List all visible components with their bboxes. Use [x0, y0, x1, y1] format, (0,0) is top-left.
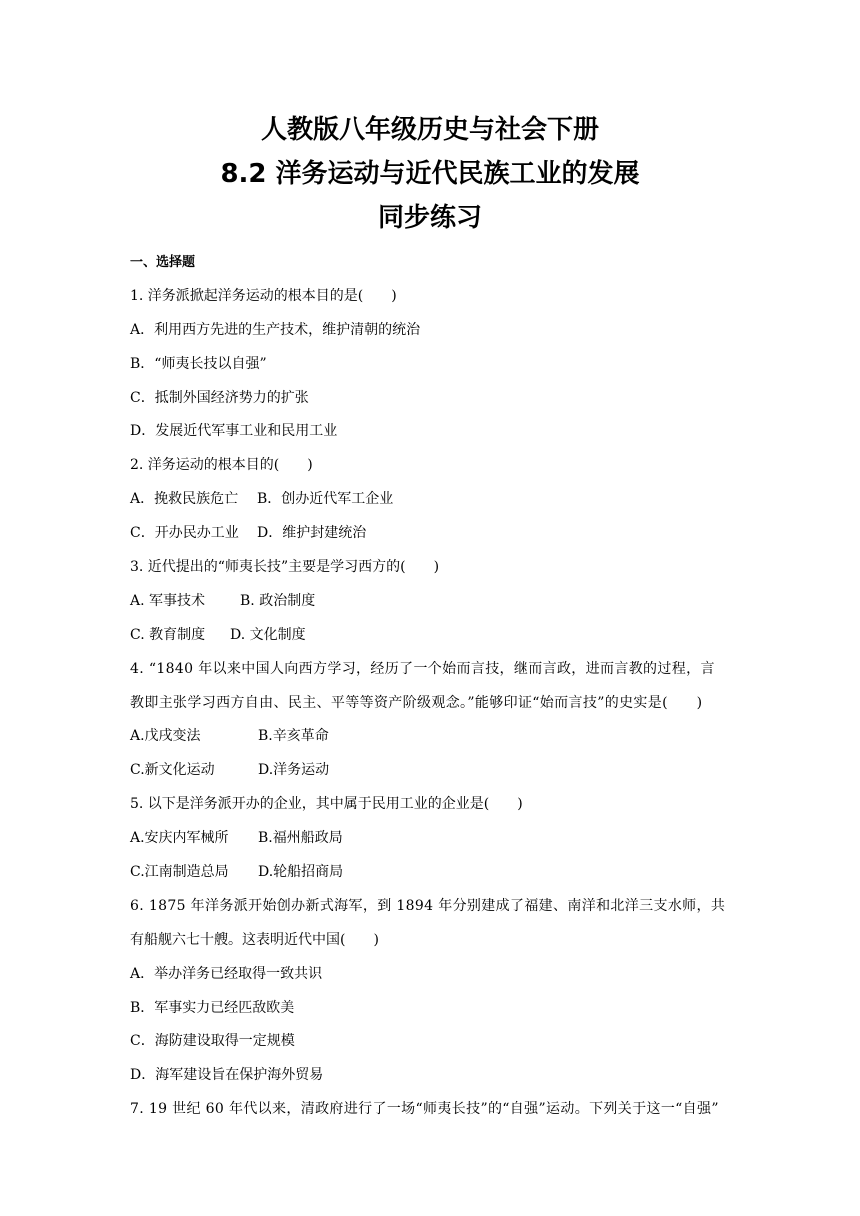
- question-7-stem-line-1: 7. 19 世纪 60 年代以来，清政府进行了一场“师夷长技”的“自强”运动。下列关于这一“自强”: [130, 1101, 719, 1118]
- question-6-option-b: B．军事实力已经匹敌欧美: [130, 999, 295, 1016]
- title-line-2: 8.2 洋务运动与近代民族工业的发展: [220, 159, 640, 189]
- question-1-option-a: A．利用西方先进的生产技术，维护清朝的统治: [130, 321, 421, 338]
- question-4-stem-line-2: 教即主张学习西方自由、民主、平等等资产阶级观念。”能够印证“始而言技”的史实是( ): [130, 694, 703, 711]
- question-6-stem-line-1: 6. 1875 年洋务派开始创办新式海军，到 1894 年分别建成了福建、南洋和北洋三支水师，共: [130, 897, 726, 914]
- document-title: [0, 108, 860, 240]
- question-4-option-b: B.辛亥革命: [258, 728, 329, 745]
- question-3-option-d: D. 文化制度: [230, 626, 306, 643]
- question-5-option-a: A.安庆内军械所: [130, 830, 229, 847]
- question-6-stem-line-2: 有船舰六七十艘。这表明近代中国( ): [130, 931, 379, 948]
- question-2-options-row-2: [130, 517, 732, 551]
- question-5-stem: 5. 以下是洋务派开办的企业，其中属于民用工业的企业是( ): [130, 796, 523, 813]
- question-2-option-c: C．开办民办工业: [130, 525, 239, 542]
- question-1-option-b: B．“师夷长技以自强”: [130, 355, 267, 372]
- question-3-options-row-2: [130, 619, 732, 653]
- question-1-stem: 1. 洋务派掀起洋务运动的根本目的是( ): [130, 287, 397, 304]
- title-line-3: 同步练习: [377, 203, 482, 233]
- question-6-option-c: C．海防建设取得一定规模: [130, 1033, 295, 1050]
- question-5-options-row-2: [130, 856, 732, 890]
- question-3-options-row-1: [130, 585, 732, 619]
- question-2-options-row-1: [130, 483, 732, 517]
- question-3-stem: 3. 近代提出的“师夷长技”主要是学习西方的( ): [130, 559, 440, 576]
- question-5-options-row-1: [130, 822, 732, 856]
- question-1-option-d: D．发展近代军事工业和民用工业: [130, 423, 338, 440]
- question-4-option-a: A.戊戌变法: [130, 728, 201, 745]
- question-2-stem: 2. 洋务运动的根本目的( ): [130, 457, 313, 474]
- question-4-option-d: D.洋务运动: [258, 762, 330, 779]
- question-4-option-c: C.新文化运动: [130, 762, 215, 779]
- question-4-stem-line-1: 4. “1840 年以来中国人向西方学习，经历了一个始而言技，继而言政，进而言教的过程，言: [130, 660, 715, 677]
- question-3-option-a: A. 军事技术: [130, 592, 206, 609]
- question-4-options-row-2: [130, 754, 732, 788]
- question-3-option-c: C. 教育制度: [130, 626, 206, 643]
- question-3-option-b: B. 政治制度: [240, 592, 316, 609]
- question-6-option-a: A．举办洋务已经取得一致共识: [130, 965, 323, 982]
- question-5-option-d: D.轮船招商局: [258, 864, 344, 881]
- question-1-option-c: C．抵制外国经济势力的扩张: [130, 389, 309, 406]
- question-2-option-a: A．挽救民族危亡: [130, 491, 239, 508]
- question-4-options-row-1: [130, 720, 732, 754]
- section-heading: 一、选择题: [130, 255, 196, 270]
- question-2-option-b: B．创办近代军工企业: [257, 491, 394, 508]
- question-2-option-d: D．维护封建统治: [257, 525, 367, 542]
- document-body: [130, 246, 732, 1127]
- question-5-option-c: C.江南制造总局: [130, 864, 229, 881]
- question-5-option-b: B.福州船政局: [258, 830, 343, 847]
- question-6-option-d: D．海军建设旨在保护海外贸易: [130, 1067, 324, 1084]
- title-line-1: 人教版八年级历史与社会下册: [260, 115, 599, 145]
